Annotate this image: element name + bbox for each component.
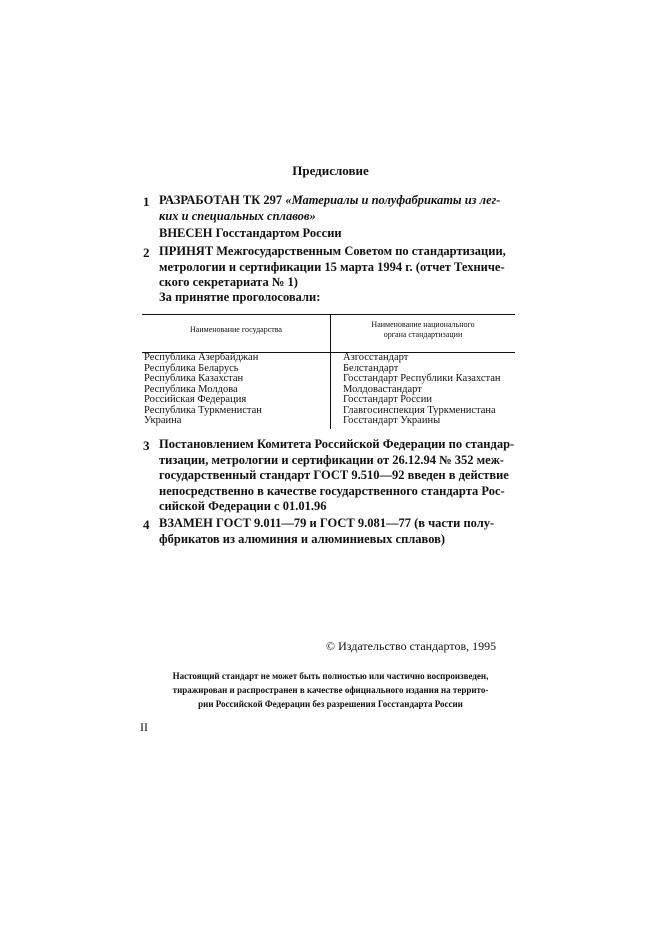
vote-label: За принятие проголосовали: <box>159 290 321 304</box>
table-cell-body: Госстандарт Республики Казахстан <box>343 373 501 384</box>
item-4-text <box>159 516 529 547</box>
item-3-line4: непосредственно в качестве государственного стандарта Рос- <box>159 483 505 498</box>
table-cell-state: Республика Туркменистан <box>144 404 262 416</box>
table-cell-body: Молдовастандарт <box>343 383 422 395</box>
notice-line1: Настоящий стандарт не может быть полностью или частично воспроизведен, <box>172 671 489 681</box>
copyright-line: © Издательство стандартов, 1995 <box>326 639 497 653</box>
item-3-line2: тизации, метрологии и сертификации от 26.12.94 № 352 меж- <box>159 452 504 467</box>
item-2-line1: Межгосударственным Советом по стандартизации, <box>216 244 506 258</box>
table-cell-state: Республика Беларусь <box>144 362 239 374</box>
table-cell-body: Главгосинспекция Туркменистана <box>343 404 496 416</box>
table-cell-state: Украина <box>144 415 182 426</box>
item-2-number: 2 <box>143 245 150 260</box>
reproduction-notice <box>138 669 523 711</box>
item-4-line2: фбрикатов из алюминия и алюминиевых сплавов) <box>159 531 446 546</box>
item-1-italic: «Материалы и полуфабрикаты из лег- <box>285 193 501 207</box>
item-3-line1: Постановлением Комитета Российской Федерации по стандар- <box>159 437 515 451</box>
table-header-body-line2: органа стандартизации <box>383 330 463 339</box>
item-2-line3: ского секретариата № 1) <box>159 275 298 289</box>
item-1-sub-lead: ВНЕСЕН <box>159 226 213 240</box>
table-state-column <box>144 353 329 427</box>
item-3-line5: сийской Федерации с 01.01.96 <box>159 499 327 513</box>
table-cell-state: Республика Азербайджан <box>144 352 259 363</box>
item-1-lead: РАЗРАБОТАН ТК 297 <box>159 193 283 207</box>
notice-line2: тиражирован и распространен в качестве официального издания на террито- <box>172 685 489 695</box>
item-2-line2: метрологии и сертификации 15 марта 1994 г. (отчет Техниче- <box>159 259 505 274</box>
item-1-number: 1 <box>143 194 150 209</box>
item-3-text <box>159 437 529 515</box>
table-header-body <box>331 320 515 340</box>
item-1-sub-text: Госстандартом России <box>215 226 342 240</box>
table-cell-body: Белстандарт <box>343 362 399 374</box>
table-top-rule <box>142 314 515 315</box>
item-1-sub <box>159 226 342 242</box>
table-cell-state: Республика Казахстан <box>144 373 244 384</box>
item-2-lead: ПРИНЯТ <box>159 244 214 258</box>
table-cell-body: Азгосстандарт <box>343 352 409 363</box>
notice-line3: рии Российской Федерации без разрешения Госстандарта России <box>198 699 463 709</box>
table-body-column <box>343 353 523 427</box>
item-4-line1: ВЗАМЕН ГОСТ 9.011—79 и ГОСТ 9.081—77 (в части полу- <box>159 516 495 530</box>
preface-heading: Предисловие <box>292 163 369 178</box>
item-2-text <box>159 244 519 291</box>
item-3-line3: государственный стандарт ГОСТ 9.510—92 введен в действие <box>159 468 509 482</box>
item-1-text <box>159 193 519 224</box>
table-cell-state: Республика Молдова <box>144 383 238 395</box>
item-4-number: 4 <box>143 517 150 532</box>
item-3-number: 3 <box>143 438 150 453</box>
table-cell-body: Госстандарт России <box>343 394 432 405</box>
page-number: II <box>140 720 148 734</box>
item-1-italic-2: ких и специальных сплавов» <box>159 208 316 223</box>
table-cell-body: Госстандарт Украины <box>343 415 441 426</box>
table-cell-state: Российская Федерация <box>144 394 247 405</box>
table-header-body-line1: Наименование национального <box>371 320 475 329</box>
table-header-state: Наименование государства <box>190 325 282 334</box>
